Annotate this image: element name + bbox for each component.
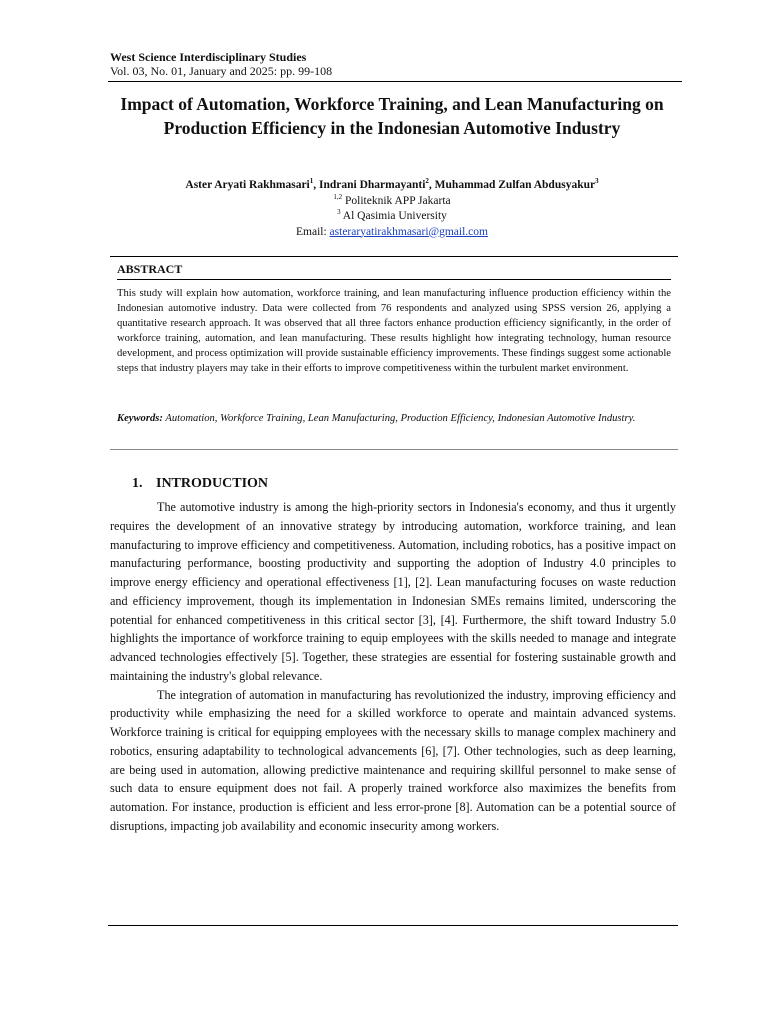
keywords-label: Keywords: (117, 413, 163, 424)
section-title: INTRODUCTION (156, 476, 269, 491)
author-2-affiliation-mark: 2 (425, 177, 429, 186)
author-separator: , (428, 179, 435, 191)
paragraph: The integration of automation in manufacturing has revolutionized the industry, improving efficiency and productivity while emphasizing the need for a skilled workforce to operate and maintain advanced systems. Workforce training is critical for equipping employees with the necessary skills to manage complex machinery and robotics, ensuring adaptability to technological advancements [6], [7]. Other technologies, such as deep learning, are being used in automation, allowing predictive maintenance and requiring skillful personnel to make sense of such data to ensure equipment does not fail. A properly trained workforce also maximizes the benefits from automation. For instance, production is efficient and less error-prone [8]. Automation can be a potential source of disruptions, impacting job availability and economic insecurity among workers. (110, 687, 676, 833)
abstract-heading-rule (117, 279, 671, 280)
author-separator: , (313, 179, 320, 191)
journal-name: West Science Interdisciplinary Studies (110, 50, 307, 64)
footer-rule (108, 925, 678, 926)
author-2: Indrani Dharmayanti (319, 179, 426, 191)
affiliation-1-mark: 1,2 (333, 192, 343, 201)
keywords-list: Automation, Workforce Training, Lean Manufacturing, Production Efficiency, Indonesian Automotive Industry. (162, 413, 636, 424)
author-3: Muhammad Zulfan Abdusyakur (434, 179, 596, 191)
email-label: Email: (296, 225, 330, 238)
section-number: 1. (132, 476, 143, 491)
section-heading-introduction (132, 475, 268, 493)
paper-title: Impact of Automation, Workforce Training, and Lean Manufacturing on Production Efficiency in the Indonesian Automotive Industry (120, 94, 664, 138)
author-3-affiliation-mark: 3 (595, 177, 599, 186)
paragraph: The automotive industry is among the high-priority sectors in Indonesia's economy, and thus it urgently requires the development of an innovative strategy by introducing automation, workforce training, and lean manufacturing to improve efficiency and competitiveness. Automation, including robotics, has a positive impact on manufacturing performance, boosting productivity and supporting the adoption of Industry 4.0 principles to improve energy efficiency and operational effectiveness [1], [2]. Lean manufacturing focuses on waste reduction and efficiency improvement, though its implementation in Indonesian SMEs remains limited, underscoring the potential for enhanced competitiveness in this critical sector [3], [4]. Furthermore, the shift toward Industry 5.0 highlights the importance of workforce training to equip employees with the skills needed to manage and integrate advanced technologies effectively [5]. Together, these strategies are essential for fostering sustainable growth and maintaining the industry's global relevance. (110, 500, 676, 683)
affiliation-2 (110, 209, 674, 225)
affiliation-2-mark: 3 (337, 208, 341, 217)
introduction-body (110, 498, 676, 836)
abstract-heading: ABSTRACT (117, 262, 183, 276)
volume-line: Vol. 03, No. 01, January and 2025: pp. 99-108 (110, 64, 333, 78)
journal-header (110, 50, 680, 78)
email-link[interactable]: asteraryatirakhmasari@gmail.com (329, 225, 488, 238)
keywords (117, 412, 671, 427)
affiliation-1 (110, 194, 674, 210)
author-names (110, 178, 674, 194)
author-block (110, 178, 674, 240)
affiliation-1-text: Politeknik APP Jakarta (342, 194, 451, 207)
affiliation-2-text: Al Qasimia University (340, 210, 447, 222)
header-rule (108, 81, 682, 82)
abstract-bottom-rule (110, 449, 678, 450)
abstract-text: This study will explain how automation, workforce training, and lean manufacturing influence production efficiency within the Indonesian automotive industry. Data were collected from 76 respondents and analyzed using SPSS version 26, applying a quantitative research approach. It was observed that all three factors enhance production efficiency significantly, in the order of workforce training, automation, and lean manufacturing. These results highlight how integrating technology, human resource development, and process optimization will provide sustainable efficiency improvements. These findings suggest some actionable steps that industry players may take in their efforts to improve competitiveness within the turbulent market environment. (117, 288, 671, 374)
author-1: Aster Aryati Rakhmasari (185, 179, 310, 191)
author-1-affiliation-mark: 1 (309, 177, 314, 186)
email-line (110, 225, 674, 241)
abstract-top-rule (110, 256, 678, 257)
